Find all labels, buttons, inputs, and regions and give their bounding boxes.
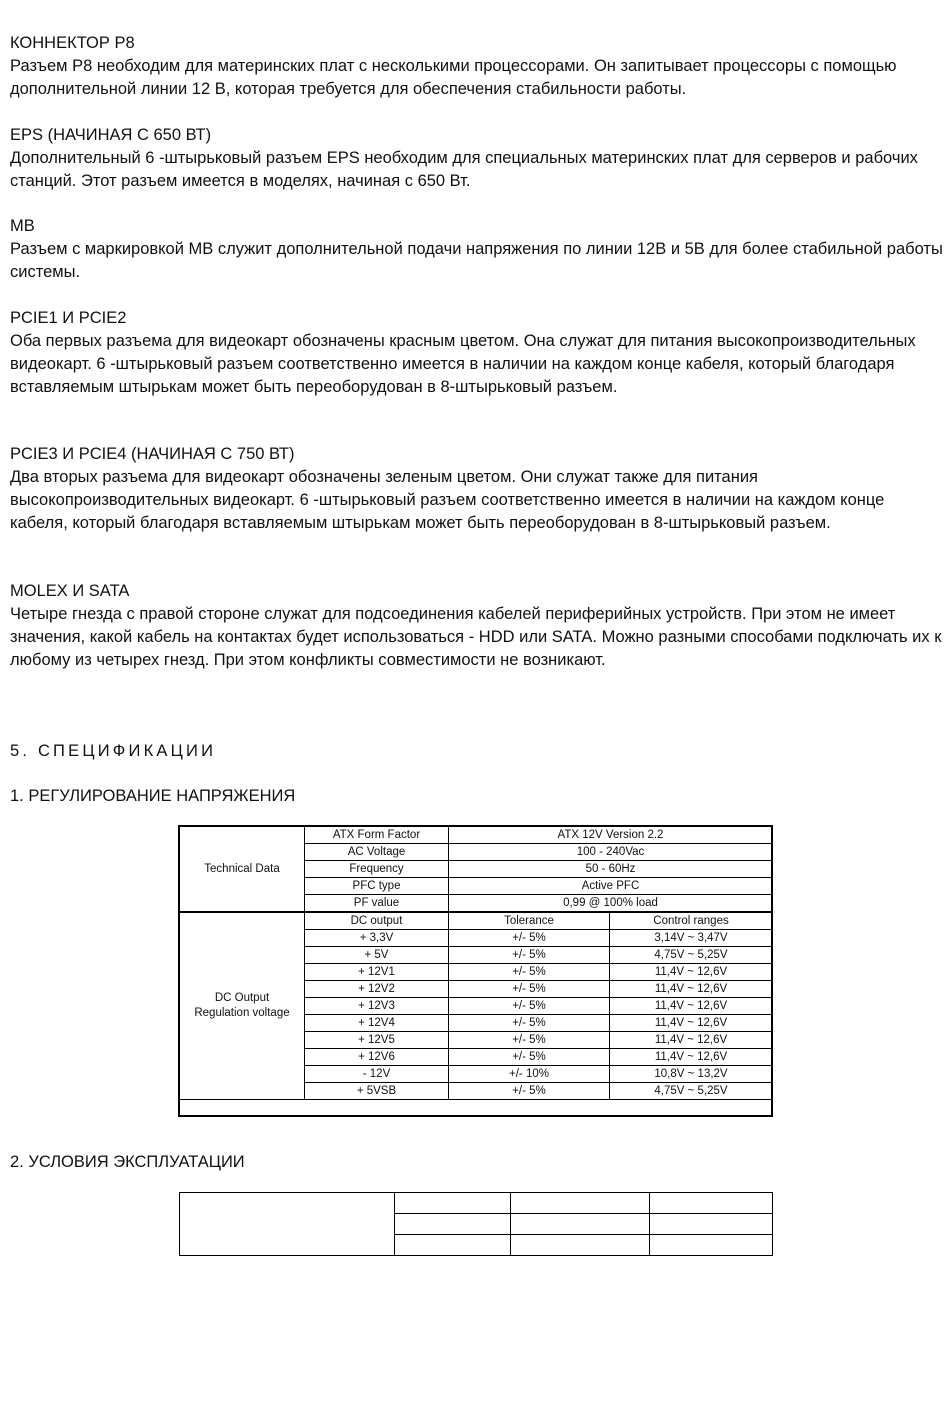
table-cell bbox=[395, 1235, 511, 1256]
tech-row-label: AC Voltage bbox=[305, 844, 449, 861]
dc-output-cell: + 12V3 bbox=[305, 998, 449, 1015]
tech-row-value: 50 - 60Hz bbox=[449, 861, 773, 878]
range-cell: 3,14V ~ 3,47V bbox=[610, 930, 773, 947]
dc-output-label bbox=[180, 912, 305, 1100]
section-heading: КОННЕКТОР Р8 bbox=[10, 34, 135, 52]
tolerance-cell: +/- 5% bbox=[449, 1083, 610, 1100]
dc-output-cell: + 12V2 bbox=[305, 981, 449, 998]
tech-row-label: PFC type bbox=[305, 878, 449, 895]
section-body: Разъем Р8 необходим для материнских плат с несколькими процессорами. Он запитывает процессоры с помощью дополнительной линии 12 В, которая требуется для обеспечения стабильности работы. bbox=[10, 57, 897, 98]
section-body: Разъем с маркировкой MB служит дополнительной подачи напряжения по линии 12В и 5В для более стабильной работы системы. bbox=[10, 240, 943, 281]
tech-row-value: Active PFC bbox=[449, 878, 773, 895]
table-cell bbox=[650, 1214, 773, 1235]
dc-header: DC output bbox=[305, 912, 449, 930]
tolerance-cell: +/- 5% bbox=[449, 964, 610, 981]
section-molex-sata bbox=[10, 580, 944, 672]
subsection-title-operating: 2. УСЛОВИЯ ЭКСПЛУАТАЦИИ bbox=[10, 1153, 245, 1171]
range-cell: 11,4V ~ 12,6V bbox=[610, 1015, 773, 1032]
range-cell: 4,75V ~ 5,25V bbox=[610, 947, 773, 964]
tolerance-cell: +/- 5% bbox=[449, 1015, 610, 1032]
range-cell: 11,4V ~ 12,6V bbox=[610, 1032, 773, 1049]
section-heading: MB bbox=[10, 217, 35, 235]
tolerance-cell: +/- 5% bbox=[449, 998, 610, 1015]
range-cell: 4,75V ~ 5,25V bbox=[610, 1083, 773, 1100]
section-body: Оба первых разъема для видеокарт обозначены красным цветом. Она служат для питания высокопроизводительных видеокарт. 6 -штырьковый разъем соответственно имеется в наличии на каждом конце кабеля, который благодаря вставляемым штырькам может быть переоборудован в 8-штырьковый разъем. bbox=[10, 332, 916, 396]
dc-output-cell: + 5V bbox=[305, 947, 449, 964]
table-cell bbox=[395, 1193, 511, 1214]
dc-output-cell: + 3,3V bbox=[305, 930, 449, 947]
tech-row-label: ATX Form Factor bbox=[305, 827, 449, 844]
tech-row-label: Frequency bbox=[305, 861, 449, 878]
tech-row-value: 0,99 @ 100% load bbox=[449, 895, 773, 913]
table-cell bbox=[650, 1193, 773, 1214]
tolerance-cell: +/- 5% bbox=[449, 947, 610, 964]
dc-header: Tolerance bbox=[449, 912, 610, 930]
chapter-title: 5. СПЕЦИФИКАЦИИ bbox=[10, 742, 217, 760]
operating-conditions-table bbox=[179, 1192, 773, 1256]
tolerance-cell: +/- 5% bbox=[449, 1049, 610, 1066]
table-cell bbox=[650, 1235, 773, 1256]
dc-output-cell: - 12V bbox=[305, 1066, 449, 1083]
tech-row-label: PF value bbox=[305, 895, 449, 913]
section-heading: PCIE1 И PCIE2 bbox=[10, 309, 127, 327]
dc-output-label-line2: Regulation voltage bbox=[194, 1007, 290, 1019]
tolerance-cell: +/- 5% bbox=[449, 981, 610, 998]
dc-output-cell: + 5VSB bbox=[305, 1083, 449, 1100]
range-cell: 11,4V ~ 12,6V bbox=[610, 1049, 773, 1066]
tech-row-value: 100 - 240Vac bbox=[449, 844, 773, 861]
section-body: Два вторых разъема для видеокарт обозначены зеленым цветом. Они служат также для питания высокопроизводительных видеокарт. 6 -штырьковый разъем соответственно имеется в наличии на каждом конце кабеля, который благодаря вставляемым штырькам может быть переоборудован в 8-штырьковый разъем. bbox=[10, 468, 885, 532]
tolerance-cell: +/- 5% bbox=[449, 930, 610, 947]
section-pcie34 bbox=[10, 443, 944, 535]
section-p8 bbox=[10, 32, 944, 101]
range-cell: 11,4V ~ 12,6V bbox=[610, 998, 773, 1015]
table-cell bbox=[180, 1193, 395, 1256]
tolerance-cell: +/- 5% bbox=[449, 1032, 610, 1049]
voltage-spec-table bbox=[179, 826, 773, 1100]
dc-output-cell: + 12V6 bbox=[305, 1049, 449, 1066]
tech-row-value: ATX 12V Version 2.2 bbox=[449, 827, 773, 844]
section-body: Дополнительный 6 -штырьковый разъем EPS необходим для специальных материнских плат для серверов и рабочих станций. Этот разъем имеется в моделях, начиная с 650 Вт. bbox=[10, 149, 918, 190]
dc-output-cell: + 12V5 bbox=[305, 1032, 449, 1049]
section-heading: EPS (НАЧИНАЯ С 650 ВТ) bbox=[10, 126, 212, 144]
table-cell bbox=[511, 1214, 650, 1235]
dc-output-cell: + 12V1 bbox=[305, 964, 449, 981]
dc-output-cell: + 12V4 bbox=[305, 1015, 449, 1032]
technical-data-label: Technical Data bbox=[180, 827, 305, 913]
subsection-title-voltage: 1. РЕГУЛИРОВАНИЕ НАПРЯЖЕНИЯ bbox=[10, 787, 296, 805]
table-cell bbox=[511, 1235, 650, 1256]
range-cell: 11,4V ~ 12,6V bbox=[610, 981, 773, 998]
table-cell bbox=[395, 1214, 511, 1235]
range-cell: 10,8V ~ 13,2V bbox=[610, 1066, 773, 1083]
tolerance-cell: +/- 10% bbox=[449, 1066, 610, 1083]
section-body: Четыре гнезда с правой стороне служат для подсоединения кабелей периферийных устройств. При этом не имеет значения, какой кабель на контактах будет использоваться - HDD или SATA. Можно разными способами подключать их к любому из четырех гнезд. При этом конфликты совместимости не возникают. bbox=[10, 605, 942, 669]
dc-output-label-line1: DC Output bbox=[214, 992, 270, 1004]
range-cell: 11,4V ~ 12,6V bbox=[610, 964, 773, 981]
section-heading: PCIE3 И PCIE4 (НАЧИНАЯ С 750 ВТ) bbox=[10, 445, 295, 463]
section-pcie12 bbox=[10, 307, 944, 399]
section-eps bbox=[10, 124, 944, 193]
dc-header: Control ranges bbox=[610, 912, 773, 930]
section-mb bbox=[10, 215, 944, 284]
section-heading: MOLEX И SATA bbox=[10, 582, 130, 600]
table-cell bbox=[511, 1193, 650, 1214]
